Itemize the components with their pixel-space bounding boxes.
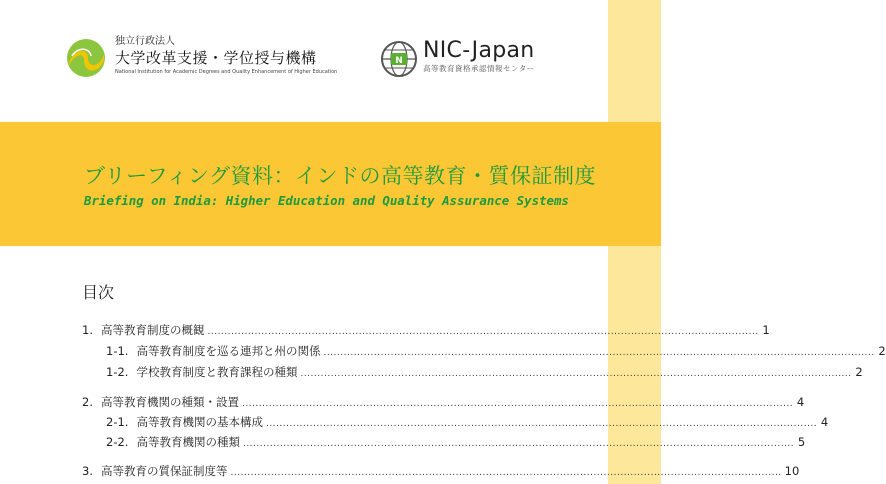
toc-entry[interactable]	[106, 364, 863, 380]
toc-entry-number: 2.	[82, 395, 93, 409]
toc-leader-dots: ....................................................................................................................................................................	[207, 327, 759, 337]
toc-leader-dots: ....................................................................................................................................................................	[300, 369, 852, 379]
toc-entry-page: 5	[797, 435, 806, 449]
toc-entry-number: 2-2.	[106, 435, 129, 449]
toc-entry-page: 4	[796, 395, 805, 409]
toc-entry[interactable]	[106, 343, 886, 359]
nic-title: NIC-Japan	[423, 38, 535, 63]
page-header	[0, 0, 608, 122]
toc-entry-number: 3.	[82, 464, 93, 478]
toc-entry-page: 2	[855, 365, 863, 379]
toc-entry-label: 高等教育制度を巡る連邦と州の関係	[136, 344, 321, 358]
toc-leader-dots: ....................................................................................................................................................................	[230, 468, 782, 478]
toc-entry-number: 1.	[82, 323, 93, 337]
nic-subtitle: 高等教育資格承認情報センター	[423, 64, 535, 73]
toc-entry[interactable]	[82, 463, 800, 479]
toc-heading: 目次	[82, 283, 115, 302]
toc-entry-label: 高等教育機関の種類	[136, 435, 240, 449]
toc-leader-dots: ....................................................................................................................................................................	[241, 399, 794, 409]
toc-leader-dots: ....................................................................................................................................................................	[242, 439, 795, 449]
toc-entry-label: 高等教育制度の概観	[100, 323, 205, 337]
toc-entry-number: 1-1.	[106, 344, 129, 358]
toc-leader-dots: ....................................................................................................................................................................	[323, 348, 875, 358]
toc-entry-page: 2	[878, 344, 886, 358]
niad-logo-icon	[66, 38, 106, 78]
toc-entry-page: 4	[820, 415, 829, 429]
document-title-en: Briefing on India: Higher Education and Quality Assurance Systems	[84, 193, 569, 208]
svg-text:N: N	[395, 56, 403, 66]
toc-entry-number: 2-1.	[106, 415, 129, 429]
toc-entry[interactable]	[106, 414, 829, 430]
toc-leader-dots: ....................................................................................................................................................................	[265, 419, 818, 429]
toc-entry-page: 1	[762, 323, 770, 337]
niad-english-name: National Institution for Academic Degrees and Quality Enhancement of Higher Education	[115, 69, 338, 75]
toc-entry-number: 1-2.	[106, 365, 129, 379]
toc-entry-page: 10	[784, 464, 800, 478]
toc-entry[interactable]	[82, 322, 770, 338]
nic-globe-logo-icon	[380, 40, 418, 78]
niad-type-label: 独立行政法人	[115, 36, 175, 47]
toc-entry-label: 高等教育機関の種類・設置	[100, 395, 239, 409]
niad-name: 大学改革支援・学位授与機構	[115, 49, 317, 67]
document-title-jp: ブリーフィング資料：インドの高等教育・質保証制度	[84, 164, 597, 188]
niad-name-block	[115, 36, 337, 76]
toc-entry-label: 高等教育の質保証制度等	[100, 464, 228, 478]
toc-entry[interactable]	[106, 434, 806, 450]
nic-name-block	[423, 38, 535, 74]
toc-entry-label: 高等教育機関の基本構成	[136, 415, 263, 429]
toc-entry-label: 学校教育制度と教育課程の種類	[136, 365, 298, 379]
toc-entry[interactable]	[82, 394, 805, 410]
